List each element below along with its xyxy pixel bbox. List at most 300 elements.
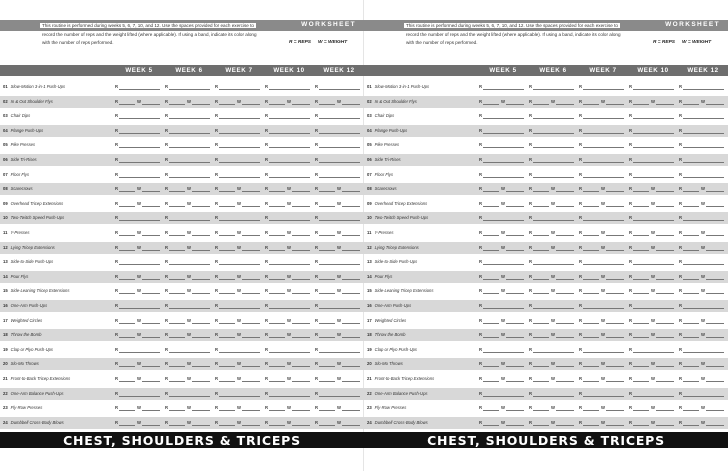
entry-cell-week-5[interactable] [679,230,727,237]
entry-cell-week-4[interactable] [265,245,313,252]
reps-entry-line[interactable] [483,308,524,309]
entry-cell-week-3[interactable] [579,142,627,149]
entry-cell-week-2[interactable] [529,288,577,295]
reps-entry-line[interactable] [119,250,135,251]
entry-cell-week-4[interactable] [629,84,677,91]
weight-entry-line[interactable] [506,410,524,411]
entry-cell-week-1[interactable] [479,84,527,91]
weight-entry-line[interactable] [506,235,524,236]
weight-entry-line[interactable] [606,425,624,426]
entry-cell-week-4[interactable] [629,288,677,295]
reps-entry-line[interactable] [269,235,285,236]
entry-cell-week-3[interactable] [579,186,627,193]
weight-entry-line[interactable] [242,381,260,382]
entry-cell-week-5[interactable] [315,84,363,91]
reps-entry-line[interactable] [319,162,360,163]
reps-entry-line[interactable] [583,323,599,324]
entry-cell-week-1[interactable] [479,274,527,281]
reps-entry-line[interactable] [169,293,185,294]
entry-cell-week-4[interactable] [629,318,677,325]
reps-entry-line[interactable] [269,381,285,382]
weight-entry-line[interactable] [556,235,574,236]
reps-entry-line[interactable] [583,162,624,163]
weight-entry-line[interactable] [556,366,574,367]
weight-entry-line[interactable] [506,191,524,192]
reps-entry-line[interactable] [169,133,210,134]
reps-entry-line[interactable] [533,206,549,207]
entry-cell-week-2[interactable] [529,157,577,164]
reps-entry-line[interactable] [633,118,674,119]
reps-entry-line[interactable] [119,147,160,148]
weight-entry-line[interactable] [656,337,674,338]
reps-entry-line[interactable] [483,162,524,163]
weight-entry-line[interactable] [506,293,524,294]
weight-entry-line[interactable] [556,206,574,207]
weight-entry-line[interactable] [706,366,724,367]
entry-cell-week-3[interactable] [215,84,263,91]
reps-entry-line[interactable] [583,104,599,105]
reps-entry-line[interactable] [319,381,335,382]
weight-entry-line[interactable] [242,191,260,192]
reps-entry-line[interactable] [169,352,210,353]
entry-cell-week-1[interactable] [479,420,527,427]
reps-entry-line[interactable] [319,89,360,90]
reps-entry-line[interactable] [119,366,135,367]
reps-entry-line[interactable] [319,293,335,294]
entry-cell-week-4[interactable] [629,332,677,339]
weight-entry-line[interactable] [292,381,310,382]
weight-entry-line[interactable] [192,250,210,251]
reps-entry-line[interactable] [269,206,285,207]
entry-cell-week-1[interactable] [479,259,527,266]
weight-entry-line[interactable] [656,191,674,192]
reps-entry-line[interactable] [483,104,499,105]
entry-cell-week-4[interactable] [629,245,677,252]
entry-cell-week-4[interactable] [629,215,677,222]
entry-cell-week-1[interactable] [115,157,163,164]
reps-entry-line[interactable] [169,323,185,324]
reps-entry-line[interactable] [583,410,599,411]
reps-entry-line[interactable] [119,118,160,119]
weight-entry-line[interactable] [342,279,360,280]
entry-cell-week-2[interactable] [165,332,213,339]
entry-cell-week-5[interactable] [315,259,363,266]
entry-cell-week-1[interactable] [479,113,527,120]
weight-entry-line[interactable] [342,337,360,338]
entry-cell-week-2[interactable] [165,230,213,237]
entry-cell-week-1[interactable] [479,405,527,412]
entry-cell-week-3[interactable] [215,245,263,252]
reps-entry-line[interactable] [269,410,285,411]
entry-cell-week-3[interactable] [215,376,263,383]
entry-cell-week-5[interactable] [679,113,727,120]
reps-entry-line[interactable] [633,396,674,397]
weight-entry-line[interactable] [242,323,260,324]
entry-cell-week-3[interactable] [215,259,263,266]
entry-cell-week-4[interactable] [629,405,677,412]
entry-cell-week-5[interactable] [679,259,727,266]
reps-entry-line[interactable] [169,89,210,90]
reps-entry-line[interactable] [683,308,724,309]
reps-entry-line[interactable] [683,220,724,221]
entry-cell-week-4[interactable] [265,215,313,222]
entry-cell-week-2[interactable] [529,201,577,208]
weight-entry-line[interactable] [556,425,574,426]
reps-entry-line[interactable] [269,147,310,148]
entry-cell-week-3[interactable] [215,303,263,310]
entry-cell-week-4[interactable] [265,332,313,339]
entry-cell-week-1[interactable] [115,318,163,325]
reps-entry-line[interactable] [533,323,549,324]
entry-cell-week-2[interactable] [165,186,213,193]
reps-entry-line[interactable] [483,264,524,265]
entry-cell-week-4[interactable] [629,172,677,179]
entry-cell-week-1[interactable] [479,215,527,222]
entry-cell-week-5[interactable] [679,376,727,383]
entry-cell-week-2[interactable] [165,274,213,281]
weight-entry-line[interactable] [706,323,724,324]
weight-entry-line[interactable] [506,425,524,426]
weight-entry-line[interactable] [242,366,260,367]
reps-entry-line[interactable] [683,264,724,265]
weight-entry-line[interactable] [142,279,160,280]
reps-entry-line[interactable] [483,323,499,324]
reps-entry-line[interactable] [319,366,335,367]
weight-entry-line[interactable] [706,425,724,426]
entry-cell-week-1[interactable] [115,99,163,106]
reps-entry-line[interactable] [683,410,699,411]
entry-cell-week-4[interactable] [265,113,313,120]
entry-cell-week-4[interactable] [265,303,313,310]
weight-entry-line[interactable] [556,250,574,251]
entry-cell-week-2[interactable] [165,391,213,398]
reps-entry-line[interactable] [119,381,135,382]
weight-entry-line[interactable] [656,250,674,251]
weight-entry-line[interactable] [556,191,574,192]
reps-entry-line[interactable] [269,396,310,397]
entry-cell-week-3[interactable] [579,215,627,222]
entry-cell-week-1[interactable] [479,157,527,164]
entry-cell-week-3[interactable] [215,186,263,193]
reps-entry-line[interactable] [583,337,599,338]
entry-cell-week-2[interactable] [529,420,577,427]
entry-cell-week-3[interactable] [215,361,263,368]
reps-entry-line[interactable] [319,250,335,251]
reps-entry-line[interactable] [633,410,649,411]
entry-cell-week-2[interactable] [165,157,213,164]
weight-entry-line[interactable] [656,235,674,236]
entry-cell-week-1[interactable] [115,376,163,383]
entry-cell-week-2[interactable] [529,274,577,281]
entry-cell-week-4[interactable] [265,142,313,149]
reps-entry-line[interactable] [533,396,574,397]
entry-cell-week-5[interactable] [679,186,727,193]
weight-entry-line[interactable] [656,381,674,382]
reps-entry-line[interactable] [219,177,260,178]
weight-entry-line[interactable] [556,104,574,105]
reps-entry-line[interactable] [633,177,674,178]
entry-cell-week-5[interactable] [315,420,363,427]
reps-entry-line[interactable] [169,162,210,163]
reps-entry-line[interactable] [583,89,624,90]
entry-cell-week-1[interactable] [115,405,163,412]
entry-cell-week-1[interactable] [115,128,163,135]
entry-cell-week-3[interactable] [215,113,263,120]
reps-entry-line[interactable] [483,381,499,382]
entry-cell-week-2[interactable] [165,215,213,222]
weight-entry-line[interactable] [342,104,360,105]
weight-entry-line[interactable] [606,293,624,294]
reps-entry-line[interactable] [319,323,335,324]
weight-entry-line[interactable] [506,206,524,207]
entry-cell-week-4[interactable] [265,274,313,281]
entry-cell-week-5[interactable] [315,113,363,120]
reps-entry-line[interactable] [169,366,185,367]
reps-entry-line[interactable] [119,235,135,236]
reps-entry-line[interactable] [483,220,524,221]
entry-cell-week-5[interactable] [315,245,363,252]
weight-entry-line[interactable] [192,235,210,236]
entry-cell-week-1[interactable] [115,172,163,179]
reps-entry-line[interactable] [169,191,185,192]
reps-entry-line[interactable] [119,410,135,411]
reps-entry-line[interactable] [483,206,499,207]
reps-entry-line[interactable] [119,308,160,309]
entry-cell-week-5[interactable] [679,172,727,179]
reps-entry-line[interactable] [683,396,724,397]
weight-entry-line[interactable] [142,235,160,236]
weight-entry-line[interactable] [706,250,724,251]
entry-cell-week-3[interactable] [579,259,627,266]
weight-entry-line[interactable] [192,191,210,192]
reps-entry-line[interactable] [119,191,135,192]
reps-entry-line[interactable] [319,147,360,148]
reps-entry-line[interactable] [633,133,674,134]
reps-entry-line[interactable] [119,279,135,280]
weight-entry-line[interactable] [556,410,574,411]
entry-cell-week-1[interactable] [115,361,163,368]
entry-cell-week-5[interactable] [315,303,363,310]
reps-entry-line[interactable] [319,396,360,397]
reps-entry-line[interactable] [583,352,624,353]
entry-cell-week-2[interactable] [529,230,577,237]
weight-entry-line[interactable] [142,410,160,411]
reps-entry-line[interactable] [633,425,649,426]
entry-cell-week-3[interactable] [579,128,627,135]
entry-cell-week-5[interactable] [679,318,727,325]
entry-cell-week-1[interactable] [479,332,527,339]
entry-cell-week-2[interactable] [165,201,213,208]
weight-entry-line[interactable] [606,279,624,280]
reps-entry-line[interactable] [269,366,285,367]
entry-cell-week-4[interactable] [629,274,677,281]
entry-cell-week-3[interactable] [579,230,627,237]
reps-entry-line[interactable] [583,220,624,221]
entry-cell-week-3[interactable] [579,245,627,252]
entry-cell-week-2[interactable] [529,405,577,412]
reps-entry-line[interactable] [683,250,699,251]
weight-entry-line[interactable] [606,104,624,105]
entry-cell-week-5[interactable] [315,172,363,179]
weight-entry-line[interactable] [242,250,260,251]
entry-cell-week-3[interactable] [579,347,627,354]
entry-cell-week-2[interactable] [165,259,213,266]
reps-entry-line[interactable] [633,89,674,90]
reps-entry-line[interactable] [533,133,574,134]
weight-entry-line[interactable] [142,366,160,367]
reps-entry-line[interactable] [169,337,185,338]
reps-entry-line[interactable] [633,220,674,221]
entry-cell-week-3[interactable] [579,113,627,120]
reps-entry-line[interactable] [583,381,599,382]
weight-entry-line[interactable] [606,381,624,382]
reps-entry-line[interactable] [219,191,235,192]
reps-entry-line[interactable] [319,118,360,119]
weight-entry-line[interactable] [292,425,310,426]
entry-cell-week-2[interactable] [165,376,213,383]
reps-entry-line[interactable] [319,410,335,411]
reps-entry-line[interactable] [533,352,574,353]
entry-cell-week-2[interactable] [529,347,577,354]
entry-cell-week-3[interactable] [579,420,627,427]
weight-entry-line[interactable] [292,191,310,192]
entry-cell-week-4[interactable] [265,99,313,106]
reps-entry-line[interactable] [483,293,499,294]
entry-cell-week-3[interactable] [215,391,263,398]
entry-cell-week-5[interactable] [315,215,363,222]
entry-cell-week-5[interactable] [315,157,363,164]
reps-entry-line[interactable] [169,410,185,411]
weight-entry-line[interactable] [656,366,674,367]
weight-entry-line[interactable] [556,381,574,382]
entry-cell-week-5[interactable] [679,420,727,427]
reps-entry-line[interactable] [533,104,549,105]
reps-entry-line[interactable] [583,293,599,294]
reps-entry-line[interactable] [269,220,310,221]
entry-cell-week-4[interactable] [265,376,313,383]
reps-entry-line[interactable] [533,410,549,411]
reps-entry-line[interactable] [683,425,699,426]
reps-entry-line[interactable] [119,264,160,265]
entry-cell-week-4[interactable] [265,230,313,237]
reps-entry-line[interactable] [683,352,724,353]
weight-entry-line[interactable] [656,425,674,426]
weight-entry-line[interactable] [192,293,210,294]
weight-entry-line[interactable] [606,235,624,236]
reps-entry-line[interactable] [319,206,335,207]
reps-entry-line[interactable] [169,104,185,105]
entry-cell-week-2[interactable] [165,405,213,412]
reps-entry-line[interactable] [633,264,674,265]
weight-entry-line[interactable] [292,323,310,324]
weight-entry-line[interactable] [656,279,674,280]
entry-cell-week-5[interactable] [679,201,727,208]
weight-entry-line[interactable] [242,337,260,338]
weight-entry-line[interactable] [706,235,724,236]
weight-entry-line[interactable] [242,293,260,294]
entry-cell-week-1[interactable] [479,318,527,325]
weight-entry-line[interactable] [142,381,160,382]
reps-entry-line[interactable] [533,235,549,236]
entry-cell-week-3[interactable] [579,391,627,398]
entry-cell-week-5[interactable] [679,245,727,252]
weight-entry-line[interactable] [342,366,360,367]
reps-entry-line[interactable] [119,337,135,338]
weight-entry-line[interactable] [292,337,310,338]
entry-cell-week-3[interactable] [215,142,263,149]
entry-cell-week-1[interactable] [479,361,527,368]
entry-cell-week-5[interactable] [315,201,363,208]
weight-entry-line[interactable] [606,410,624,411]
entry-cell-week-5[interactable] [679,142,727,149]
entry-cell-week-3[interactable] [579,332,627,339]
entry-cell-week-2[interactable] [529,84,577,91]
entry-cell-week-1[interactable] [479,347,527,354]
weight-entry-line[interactable] [342,410,360,411]
reps-entry-line[interactable] [683,147,724,148]
reps-entry-line[interactable] [269,425,285,426]
entry-cell-week-2[interactable] [529,303,577,310]
reps-entry-line[interactable] [583,425,599,426]
entry-cell-week-1[interactable] [479,288,527,295]
reps-entry-line[interactable] [633,366,649,367]
entry-cell-week-2[interactable] [529,142,577,149]
entry-cell-week-2[interactable] [529,113,577,120]
entry-cell-week-1[interactable] [479,391,527,398]
weight-entry-line[interactable] [142,425,160,426]
entry-cell-week-5[interactable] [315,391,363,398]
weight-entry-line[interactable] [656,323,674,324]
weight-entry-line[interactable] [606,206,624,207]
entry-cell-week-5[interactable] [679,157,727,164]
weight-entry-line[interactable] [706,279,724,280]
reps-entry-line[interactable] [683,191,699,192]
reps-entry-line[interactable] [169,147,210,148]
reps-entry-line[interactable] [219,425,235,426]
entry-cell-week-1[interactable] [479,142,527,149]
reps-entry-line[interactable] [483,177,524,178]
weight-entry-line[interactable] [292,235,310,236]
reps-entry-line[interactable] [533,250,549,251]
reps-entry-line[interactable] [633,235,649,236]
entry-cell-week-5[interactable] [315,376,363,383]
entry-cell-week-4[interactable] [629,113,677,120]
entry-cell-week-2[interactable] [165,99,213,106]
entry-cell-week-2[interactable] [529,391,577,398]
entry-cell-week-5[interactable] [679,99,727,106]
entry-cell-week-5[interactable] [315,142,363,149]
weight-entry-line[interactable] [656,410,674,411]
weight-entry-line[interactable] [142,293,160,294]
entry-cell-week-3[interactable] [579,405,627,412]
weight-entry-line[interactable] [556,293,574,294]
entry-cell-week-4[interactable] [265,391,313,398]
reps-entry-line[interactable] [219,366,235,367]
entry-cell-week-2[interactable] [165,113,213,120]
reps-entry-line[interactable] [583,279,599,280]
entry-cell-week-3[interactable] [215,201,263,208]
reps-entry-line[interactable] [319,191,335,192]
reps-entry-line[interactable] [533,264,574,265]
reps-entry-line[interactable] [633,293,649,294]
reps-entry-line[interactable] [533,118,574,119]
entry-cell-week-5[interactable] [315,128,363,135]
reps-entry-line[interactable] [119,293,135,294]
weight-entry-line[interactable] [706,381,724,382]
reps-entry-line[interactable] [319,133,360,134]
weight-entry-line[interactable] [192,410,210,411]
reps-entry-line[interactable] [533,337,549,338]
